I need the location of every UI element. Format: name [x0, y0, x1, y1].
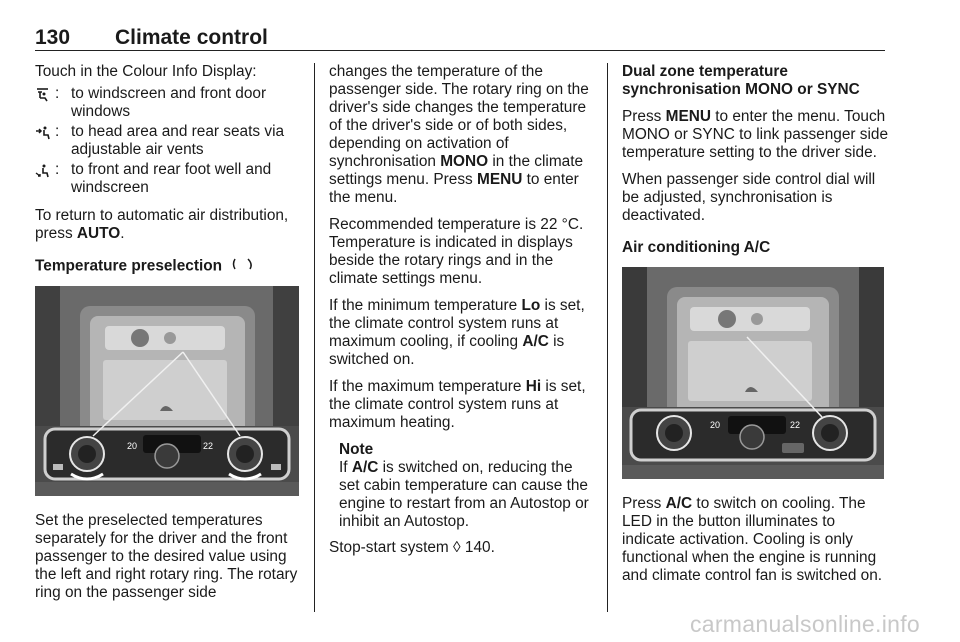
note-box	[339, 441, 594, 531]
right-temp-display: 22	[790, 420, 801, 430]
distribution-text: to windscreen and front door windows	[71, 85, 267, 120]
column-divider	[314, 63, 315, 612]
ac-keyword: A/C	[665, 495, 693, 512]
watermark: carmanualsonline.info	[689, 611, 920, 637]
paragraph: Recommended temperature is 22 °C. Temperature is indicated in displays beside the rotary rings and in the climate settings menu.	[329, 216, 584, 287]
note-text	[339, 459, 594, 531]
ac-keyword: A/C	[522, 333, 549, 350]
air-conditioning-heading: Air conditioning A/C	[622, 239, 771, 256]
distribution-item	[35, 123, 301, 159]
note-title: Note	[339, 441, 374, 458]
paragraph	[329, 378, 594, 432]
rotary-ring-icon	[230, 257, 256, 276]
heading-text: Temperature preselection	[35, 257, 223, 275]
auto-text-end: .	[120, 225, 125, 242]
distribution-colon: :	[55, 123, 60, 140]
menu-keyword: MENU	[477, 171, 523, 188]
foot-well-windscreen-airflow-icon	[35, 161, 55, 197]
auto-text: To return to automatic air distribution, press	[35, 207, 289, 242]
text: is set, the climate control system runs at maximum heating.	[329, 378, 586, 431]
auto-paragraph	[35, 207, 301, 243]
distribution-text: to front and rear foot well and windscreen	[71, 161, 272, 196]
text: Press	[622, 495, 666, 512]
paragraph	[329, 297, 594, 369]
ac-keyword: A/C	[351, 459, 379, 476]
distribution-colon: :	[55, 161, 60, 178]
right-temp-display: 22	[203, 441, 214, 451]
text: in the climate settings menu. Press	[329, 153, 584, 188]
text: to switch on cooling. The LED in the button illuminates to indicate activation. Cooling is only functional when the engine is running and climate control fan is switched on.	[622, 495, 883, 584]
text: If the maximum temperature	[329, 378, 526, 395]
header-rule	[35, 50, 885, 51]
cross-reference[interactable]	[329, 539, 594, 557]
lo-keyword: Lo	[521, 297, 541, 314]
temperature-controls-figure	[35, 286, 299, 496]
column-2	[329, 63, 594, 566]
distribution-colon: :	[55, 85, 60, 102]
text: If the minimum temperature	[329, 297, 522, 314]
column-3	[622, 63, 890, 594]
distribution-item	[35, 85, 301, 121]
paragraph: When passenger side control dial will be adjusted, synchronisation is deactivated.	[622, 171, 876, 224]
mono-keyword: MONO	[440, 153, 489, 170]
page-number: 130	[35, 26, 71, 49]
auto-keyword: AUTO	[76, 225, 121, 242]
xref-label: Stop-start system	[329, 539, 449, 556]
temperature-preselection-heading	[35, 257, 301, 276]
text: is switched on.	[329, 333, 565, 368]
column-1	[35, 63, 301, 611]
paragraph	[329, 63, 594, 207]
distribution-item	[35, 161, 301, 197]
text: to enter the menu.	[329, 171, 579, 206]
body-text: Set the preselected temperatures separately for the driver and the front passenger to the desired value using the left and right rotary ring. The rotary ring on the passenger side	[35, 512, 298, 601]
left-temp-display: 20	[710, 420, 721, 430]
paragraph	[622, 108, 890, 162]
dual-zone-heading: Dual zone temperature synchronisation MONO or SYNC	[622, 63, 860, 98]
page-reference-icon: ◊	[453, 539, 461, 556]
windscreen-front-door-airflow-icon	[35, 85, 55, 121]
left-temp-display: 20	[127, 441, 138, 451]
text: is set, the climate control system runs at maximum cooling, if cooling	[329, 297, 585, 350]
distribution-text: to head area and rear seats via adjustable air vents	[71, 123, 285, 158]
text: is switched on, reducing the set cabin temperature can cause the engine to restart from an Autostop or inhibit an Autostop.	[339, 459, 589, 530]
text: Press	[622, 108, 666, 125]
head-area-airflow-icon	[35, 123, 55, 159]
hi-keyword: Hi	[525, 378, 542, 395]
text: changes the temperature of the passenger side. The rotary ring on the driver's side changes the temperature of the driver's side or of both sides, depending on activation of synchronisation	[329, 63, 589, 170]
page-title: Climate control	[115, 26, 268, 49]
menu-keyword: MENU	[665, 108, 711, 125]
air-conditioning-figure	[622, 267, 884, 479]
text: If	[339, 459, 352, 476]
xref-page[interactable]: 140.	[464, 539, 495, 556]
page-header	[35, 26, 268, 50]
intro-text: Touch in the Colour Info Display:	[35, 63, 257, 80]
column-divider	[607, 63, 608, 612]
text: to enter the menu. Touch MONO or SYNC to link passenger side temperature setting to the driver side.	[622, 108, 889, 161]
paragraph	[622, 495, 890, 585]
